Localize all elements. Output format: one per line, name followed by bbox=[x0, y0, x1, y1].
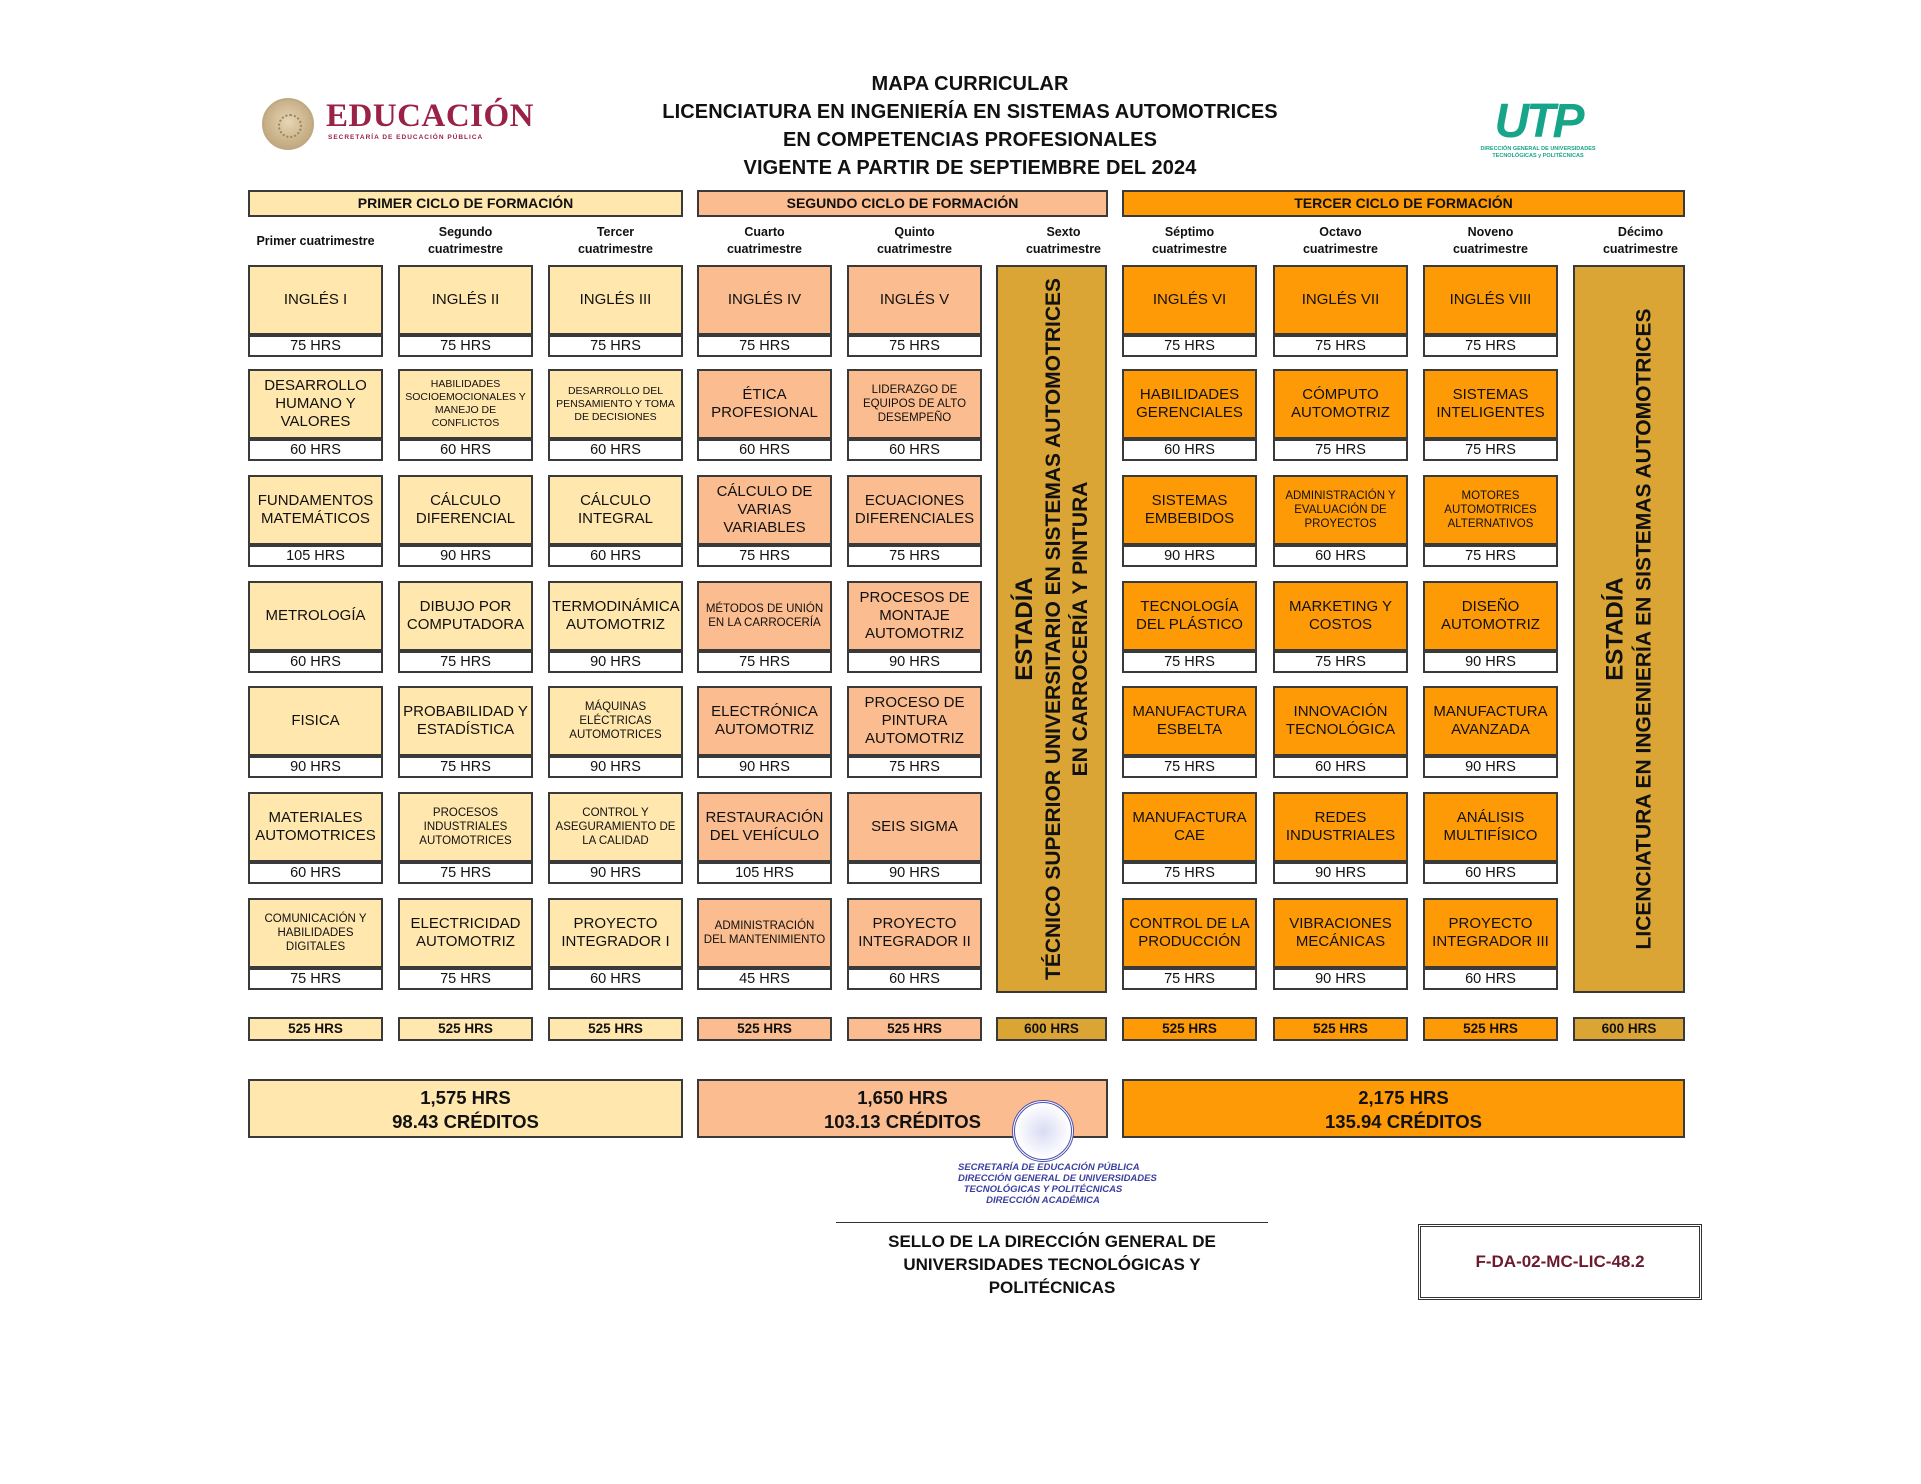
subject-cell bbox=[1423, 369, 1558, 459]
subject-cell bbox=[1273, 265, 1408, 355]
subject-hours: 90 HRS bbox=[548, 862, 683, 884]
subject-name: PROCESOS DE MONTAJE AUTOMOTRIZ bbox=[847, 581, 982, 651]
subject-name: INGLÉS VI bbox=[1122, 265, 1257, 335]
utp-logo bbox=[1463, 95, 1613, 160]
column-total-hours: 525 HRS bbox=[1273, 1017, 1408, 1041]
subject-cell bbox=[1423, 898, 1558, 988]
subject-name: CÁLCULO INTEGRAL bbox=[548, 475, 683, 545]
subject-name: DISEÑO AUTOMOTRIZ bbox=[1423, 581, 1558, 651]
subject-name: ANÁLISIS MULTIFÍSICO bbox=[1423, 792, 1558, 862]
cycle-total-1 bbox=[248, 1079, 683, 1138]
subject-hours: 60 HRS bbox=[1273, 545, 1408, 567]
stamp-line: SECRETARÍA DE EDUCACIÓN PÚBLICA bbox=[958, 1162, 1140, 1173]
estadia-bar bbox=[996, 265, 1107, 993]
subject-cell bbox=[1273, 581, 1408, 671]
column-header bbox=[1122, 224, 1257, 258]
estadia-bar bbox=[1573, 265, 1685, 993]
subject-name: MÉTODOS DE UNIÓN EN LA CARROCERÍA bbox=[697, 581, 832, 651]
subject-hours: 75 HRS bbox=[398, 651, 533, 673]
subject-cell bbox=[398, 265, 533, 355]
cycle-total-hrs: 2,175 HRS bbox=[1358, 1087, 1449, 1108]
column-header-line: Primer cuatrimestre bbox=[256, 234, 375, 248]
subject-name: ADMINISTRACIÓN DEL MANTENIMIENTO bbox=[697, 898, 832, 968]
subject-cell bbox=[697, 369, 832, 459]
title-line: EN COMPETENCIAS PROFESIONALES bbox=[782, 129, 1158, 151]
subject-cell bbox=[548, 792, 683, 882]
subject-name: RESTAURACIÓN DEL VEHÍCULO bbox=[697, 792, 832, 862]
sello-line: UNIVERSIDADES TECNOLÓGICAS Y bbox=[903, 1255, 1201, 1274]
subject-hours: 75 HRS bbox=[1122, 335, 1257, 357]
subject-hours: 60 HRS bbox=[1423, 968, 1558, 990]
subject-hours: 75 HRS bbox=[847, 756, 982, 778]
cycle-total-hrs: 1,575 HRS bbox=[420, 1087, 511, 1108]
subject-name: FUNDAMENTOS MATEMÁTICOS bbox=[248, 475, 383, 545]
educacion-logo bbox=[262, 98, 552, 150]
subject-cell bbox=[1423, 581, 1558, 671]
subject-name: VIBRACIONES MECÁNICAS bbox=[1273, 898, 1408, 968]
estadia-line: TÉCNICO SUPERIOR UNIVERSITARIO EN SISTEMAS AUTOMOTRICES bbox=[1041, 277, 1065, 981]
cycle-total-hrs: 1,650 HRS bbox=[857, 1087, 948, 1108]
column-header-line: Cuarto bbox=[744, 225, 785, 239]
subject-cell bbox=[697, 475, 832, 565]
column-header-line: Segundo bbox=[438, 225, 493, 239]
subject-cell bbox=[1423, 265, 1558, 355]
subject-hours: 75 HRS bbox=[1122, 651, 1257, 673]
subject-name: PROBABILIDAD Y ESTADÍSTICA bbox=[398, 686, 533, 756]
subject-cell bbox=[1273, 369, 1408, 459]
subject-cell bbox=[847, 686, 982, 776]
subject-hours: 75 HRS bbox=[1122, 756, 1257, 778]
subject-cell bbox=[1423, 475, 1558, 565]
subject-cell bbox=[697, 792, 832, 882]
column-header bbox=[248, 233, 383, 250]
subject-name: ELECTRÓNICA AUTOMOTRIZ bbox=[697, 686, 832, 756]
subject-name: METROLOGÍA bbox=[248, 581, 383, 651]
column-header bbox=[996, 224, 1131, 258]
subject-cell bbox=[248, 686, 383, 776]
subject-cell bbox=[1122, 475, 1257, 565]
subject-cell bbox=[1122, 686, 1257, 776]
subject-cell bbox=[847, 265, 982, 355]
subject-hours: 90 HRS bbox=[248, 756, 383, 778]
subject-cell bbox=[398, 581, 533, 671]
subject-hours: 90 HRS bbox=[847, 862, 982, 884]
subject-cell bbox=[548, 265, 683, 355]
column-header-line: Noveno bbox=[1467, 225, 1514, 239]
column-header-line: cuatrimestre bbox=[427, 242, 504, 256]
subject-name: CÁLCULO DE VARIAS VARIABLES bbox=[697, 475, 832, 545]
title-line: LICENCIATURA EN INGENIERÍA EN SISTEMAS AUTOMOTRICES bbox=[662, 101, 1278, 123]
subject-name: CONTROL DE LA PRODUCCIÓN bbox=[1122, 898, 1257, 968]
subject-name: PROYECTO INTEGRADOR III bbox=[1423, 898, 1558, 968]
column-total-hours: 600 HRS bbox=[996, 1017, 1107, 1041]
subject-cell bbox=[248, 369, 383, 459]
subject-cell bbox=[1122, 265, 1257, 355]
subject-hours: 75 HRS bbox=[1423, 439, 1558, 461]
column-total-hours: 525 HRS bbox=[1423, 1017, 1558, 1041]
subject-name: HABILIDADES SOCIOEMOCIONALES Y MANEJO DE CONFLICTOS bbox=[398, 369, 533, 439]
subject-name: MÁQUINAS ELÉCTRICAS AUTOMOTRICES bbox=[548, 686, 683, 756]
column-header-line: cuatrimestre bbox=[577, 242, 654, 256]
subject-name: CONTROL Y ASEGURAMIENTO DE LA CALIDAD bbox=[548, 792, 683, 862]
subject-hours: 60 HRS bbox=[248, 439, 383, 461]
subject-name: INGLÉS V bbox=[847, 265, 982, 335]
utp-logo-subtitle-line: TECNOLÓGICAS y POLITÉCNICAS bbox=[1492, 153, 1584, 159]
subject-hours: 75 HRS bbox=[1273, 651, 1408, 673]
subject-name: INGLÉS III bbox=[548, 265, 683, 335]
signature-line bbox=[836, 1222, 1268, 1223]
subject-cell bbox=[1122, 581, 1257, 671]
subject-cell bbox=[1273, 475, 1408, 565]
subject-hours: 75 HRS bbox=[697, 545, 832, 567]
column-header bbox=[548, 224, 683, 258]
subject-hours: 75 HRS bbox=[248, 968, 383, 990]
subject-name: SISTEMAS INTELIGENTES bbox=[1423, 369, 1558, 439]
cycle-header-2: SEGUNDO CICLO DE FORMACIÓN bbox=[697, 190, 1108, 217]
subject-hours: 75 HRS bbox=[1423, 545, 1558, 567]
subject-hours: 60 HRS bbox=[548, 439, 683, 461]
subject-name: CÓMPUTO AUTOMOTRIZ bbox=[1273, 369, 1408, 439]
mexico-seal-icon bbox=[262, 98, 314, 150]
subject-hours: 90 HRS bbox=[1423, 651, 1558, 673]
subject-name: MOTORES AUTOMOTRICES ALTERNATIVOS bbox=[1423, 475, 1558, 545]
subject-name: MATERIALES AUTOMOTRICES bbox=[248, 792, 383, 862]
subject-name: DESARROLLO DEL PENSAMIENTO Y TOMA DE DECISIONES bbox=[548, 369, 683, 439]
subject-name: ADMINISTRACIÓN Y EVALUACIÓN DE PROYECTOS bbox=[1273, 475, 1408, 545]
cycle-header-1: PRIMER CICLO DE FORMACIÓN bbox=[248, 190, 683, 217]
subject-name: PROCESOS INDUSTRIALES AUTOMOTRICES bbox=[398, 792, 533, 862]
subject-name: TECNOLOGÍA DEL PLÁSTICO bbox=[1122, 581, 1257, 651]
subject-cell bbox=[847, 369, 982, 459]
subject-hours: 75 HRS bbox=[398, 756, 533, 778]
column-total-hours: 525 HRS bbox=[697, 1017, 832, 1041]
subject-cell bbox=[697, 686, 832, 776]
subject-hours: 75 HRS bbox=[1273, 335, 1408, 357]
subject-hours: 90 HRS bbox=[847, 651, 982, 673]
column-header-line: cuatrimestre bbox=[1452, 242, 1529, 256]
utp-logo-word: UTP bbox=[1494, 95, 1582, 148]
subject-hours: 45 HRS bbox=[697, 968, 832, 990]
subject-hours: 75 HRS bbox=[398, 968, 533, 990]
subject-name: MARKETING Y COSTOS bbox=[1273, 581, 1408, 651]
subject-hours: 60 HRS bbox=[1423, 862, 1558, 884]
subject-name: INGLÉS II bbox=[398, 265, 533, 335]
subject-hours: 75 HRS bbox=[697, 335, 832, 357]
subject-name: DESARROLLO HUMANO Y VALORES bbox=[248, 369, 383, 439]
stamp-line: DIRECCIÓN GENERAL DE UNIVERSIDADES bbox=[958, 1173, 1157, 1184]
subject-name: ELECTRICIDAD AUTOMOTRIZ bbox=[398, 898, 533, 968]
subject-cell bbox=[697, 581, 832, 671]
subject-hours: 75 HRS bbox=[1122, 968, 1257, 990]
column-total-hours: 600 HRS bbox=[1573, 1017, 1685, 1041]
column-total-hours: 525 HRS bbox=[1122, 1017, 1257, 1041]
column-header-line: Décimo bbox=[1617, 225, 1664, 239]
subject-cell bbox=[1122, 369, 1257, 459]
subject-hours: 60 HRS bbox=[398, 439, 533, 461]
subject-hours: 90 HRS bbox=[1273, 968, 1408, 990]
column-header-line: cuatrimestre bbox=[1602, 242, 1679, 256]
column-header-line: Sexto bbox=[1046, 225, 1081, 239]
subject-hours: 60 HRS bbox=[1122, 439, 1257, 461]
subject-name: INGLÉS IV bbox=[697, 265, 832, 335]
subject-cell bbox=[697, 898, 832, 988]
subject-cell bbox=[248, 581, 383, 671]
educacion-logo-word: EDUCACIÓN bbox=[326, 98, 535, 134]
subject-name: LIDERAZGO DE EQUIPOS DE ALTO DESEMPEÑO bbox=[847, 369, 982, 439]
column-header bbox=[1423, 224, 1558, 258]
subject-name: PROCESO DE PINTURA AUTOMOTRIZ bbox=[847, 686, 982, 756]
subject-cell bbox=[548, 369, 683, 459]
subject-name: COMUNICACIÓN Y HABILIDADES DIGITALES bbox=[248, 898, 383, 968]
subject-hours: 60 HRS bbox=[248, 651, 383, 673]
subject-name: ECUACIONES DIFERENCIALES bbox=[847, 475, 982, 545]
column-total-hours: 525 HRS bbox=[398, 1017, 533, 1041]
stamp-line: TECNOLÓGICAS Y POLITÉCNICAS bbox=[963, 1184, 1123, 1195]
subject-hours: 90 HRS bbox=[398, 545, 533, 567]
subject-cell bbox=[248, 265, 383, 355]
subject-hours: 90 HRS bbox=[548, 651, 683, 673]
subject-name: MANUFACTURA ESBELTA bbox=[1122, 686, 1257, 756]
subject-cell bbox=[1423, 792, 1558, 882]
cycle-header-3: TERCER CICLO DE FORMACIÓN bbox=[1122, 190, 1685, 217]
column-total-hours: 525 HRS bbox=[548, 1017, 683, 1041]
document-code: F-DA-02-MC-LIC-48.2 bbox=[1418, 1224, 1702, 1300]
subject-cell bbox=[548, 475, 683, 565]
column-total-hours: 525 HRS bbox=[248, 1017, 383, 1041]
subject-name: PROYECTO INTEGRADOR I bbox=[548, 898, 683, 968]
estadia-line: LICENCIATURA EN INGENIERÍA EN SISTEMAS AUTOMOTRICES bbox=[1632, 308, 1656, 950]
subject-hours: 90 HRS bbox=[1273, 862, 1408, 884]
subject-hours: 90 HRS bbox=[697, 756, 832, 778]
column-header bbox=[697, 224, 832, 258]
subject-hours: 75 HRS bbox=[248, 335, 383, 357]
column-total-hours: 525 HRS bbox=[847, 1017, 982, 1041]
subject-name: MANUFACTURA AVANZADA bbox=[1423, 686, 1558, 756]
subject-cell bbox=[1122, 792, 1257, 882]
subject-cell bbox=[1273, 686, 1408, 776]
utp-logo-subtitle-line: DIRECCIÓN GENERAL DE UNIVERSIDADES bbox=[1480, 146, 1596, 152]
subject-cell bbox=[1122, 898, 1257, 988]
subject-name: INGLÉS I bbox=[248, 265, 383, 335]
subject-cell bbox=[248, 898, 383, 988]
subject-cell bbox=[847, 475, 982, 565]
subject-cell bbox=[847, 898, 982, 988]
estadia-text bbox=[1010, 278, 1094, 980]
subject-hours: 75 HRS bbox=[548, 335, 683, 357]
subject-hours: 75 HRS bbox=[398, 862, 533, 884]
stamp-line: DIRECCIÓN ACADÉMICA bbox=[986, 1195, 1100, 1206]
subject-hours: 60 HRS bbox=[548, 545, 683, 567]
subject-hours: 60 HRS bbox=[1273, 756, 1408, 778]
subject-name: SEIS SIGMA bbox=[847, 792, 982, 862]
subject-name: CÁLCULO DIFERENCIAL bbox=[398, 475, 533, 545]
subject-name: INGLÉS VIII bbox=[1423, 265, 1558, 335]
column-header-line: Séptimo bbox=[1164, 225, 1215, 239]
subject-cell bbox=[398, 686, 533, 776]
cycle-total-creditos: 98.43 CRÉDITOS bbox=[392, 1111, 539, 1132]
subject-hours: 105 HRS bbox=[248, 545, 383, 567]
subject-cell bbox=[697, 265, 832, 355]
estadia-line: ESTADÍA bbox=[1601, 577, 1629, 681]
subject-cell bbox=[398, 792, 533, 882]
column-header bbox=[1573, 224, 1708, 258]
subject-hours: 75 HRS bbox=[847, 545, 982, 567]
subject-hours: 75 HRS bbox=[398, 335, 533, 357]
subject-name: TERMODINÁMICA AUTOMOTRIZ bbox=[548, 581, 683, 651]
column-header-line: cuatrimestre bbox=[1151, 242, 1228, 256]
column-header-line: Quinto bbox=[894, 225, 935, 239]
subject-cell bbox=[1273, 792, 1408, 882]
subject-hours: 60 HRS bbox=[697, 439, 832, 461]
column-header-line: cuatrimestre bbox=[1302, 242, 1379, 256]
subject-cell bbox=[548, 898, 683, 988]
subject-cell bbox=[248, 792, 383, 882]
subject-hours: 60 HRS bbox=[847, 968, 982, 990]
estadia-line: ESTADÍA bbox=[1010, 577, 1038, 681]
estadia-text bbox=[1601, 309, 1658, 950]
subject-hours: 75 HRS bbox=[697, 651, 832, 673]
column-header-line: cuatrimestre bbox=[1025, 242, 1102, 256]
subject-cell bbox=[1423, 686, 1558, 776]
subject-hours: 60 HRS bbox=[847, 439, 982, 461]
subject-cell bbox=[847, 581, 982, 671]
column-header-line: Tercer bbox=[596, 225, 635, 239]
column-header-line: cuatrimestre bbox=[726, 242, 803, 256]
subject-hours: 90 HRS bbox=[548, 756, 683, 778]
subject-name: PROYECTO INTEGRADOR II bbox=[847, 898, 982, 968]
subject-hours: 75 HRS bbox=[1273, 439, 1408, 461]
subject-name: REDES INDUSTRIALES bbox=[1273, 792, 1408, 862]
column-header-line: cuatrimestre bbox=[876, 242, 953, 256]
subject-cell bbox=[548, 686, 683, 776]
subject-cell bbox=[1273, 898, 1408, 988]
subject-name: HABILIDADES GERENCIALES bbox=[1122, 369, 1257, 439]
subject-name: ÉTICA PROFESIONAL bbox=[697, 369, 832, 439]
column-header bbox=[398, 224, 533, 258]
subject-hours: 75 HRS bbox=[1122, 862, 1257, 884]
title-line: MAPA CURRICULAR bbox=[871, 73, 1069, 95]
cycle-total-creditos: 103.13 CRÉDITOS bbox=[824, 1111, 981, 1132]
educacion-logo-subtitle: SECRETARÍA DE EDUCACIÓN PÚBLICA bbox=[328, 134, 484, 141]
subject-cell bbox=[847, 792, 982, 882]
subject-cell bbox=[548, 581, 683, 671]
subject-cell bbox=[398, 898, 533, 988]
cycle-total-creditos: 135.94 CRÉDITOS bbox=[1325, 1111, 1482, 1132]
sello-line: POLITÉCNICAS bbox=[988, 1278, 1116, 1297]
subject-hours: 60 HRS bbox=[548, 968, 683, 990]
column-header bbox=[847, 224, 982, 258]
subject-hours: 60 HRS bbox=[248, 862, 383, 884]
subject-hours: 75 HRS bbox=[1423, 335, 1558, 357]
title-line: VIGENTE A PARTIR DE SEPTIEMBRE DEL 2024 bbox=[743, 157, 1197, 179]
sello-line: SELLO DE LA DIRECCIÓN GENERAL DE bbox=[888, 1232, 1216, 1251]
official-stamp bbox=[958, 1100, 1157, 1220]
subject-name: SISTEMAS EMBEBIDOS bbox=[1122, 475, 1257, 545]
stamp-seal-icon bbox=[1012, 1100, 1074, 1162]
cycle-total-3 bbox=[1122, 1079, 1685, 1138]
subject-name: FISICA bbox=[248, 686, 383, 756]
subject-name: DIBUJO POR COMPUTADORA bbox=[398, 581, 533, 651]
estadia-line: EN CARROCERÍA Y PINTURA bbox=[1068, 481, 1092, 777]
subject-name: MANUFACTURA CAE bbox=[1122, 792, 1257, 862]
subject-cell bbox=[398, 369, 533, 459]
column-header-line: Octavo bbox=[1319, 225, 1362, 239]
utp-logo-subtitle bbox=[1463, 146, 1613, 160]
subject-name: INNOVACIÓN TECNOLÓGICA bbox=[1273, 686, 1408, 756]
sello-caption bbox=[836, 1230, 1268, 1299]
subject-name: INGLÉS VII bbox=[1273, 265, 1408, 335]
subject-hours: 105 HRS bbox=[697, 862, 832, 884]
column-header bbox=[1273, 224, 1408, 258]
subject-cell bbox=[248, 475, 383, 565]
subject-cell bbox=[398, 475, 533, 565]
subject-hours: 75 HRS bbox=[847, 335, 982, 357]
page-title bbox=[560, 70, 1380, 182]
subject-hours: 90 HRS bbox=[1423, 756, 1558, 778]
subject-hours: 90 HRS bbox=[1122, 545, 1257, 567]
